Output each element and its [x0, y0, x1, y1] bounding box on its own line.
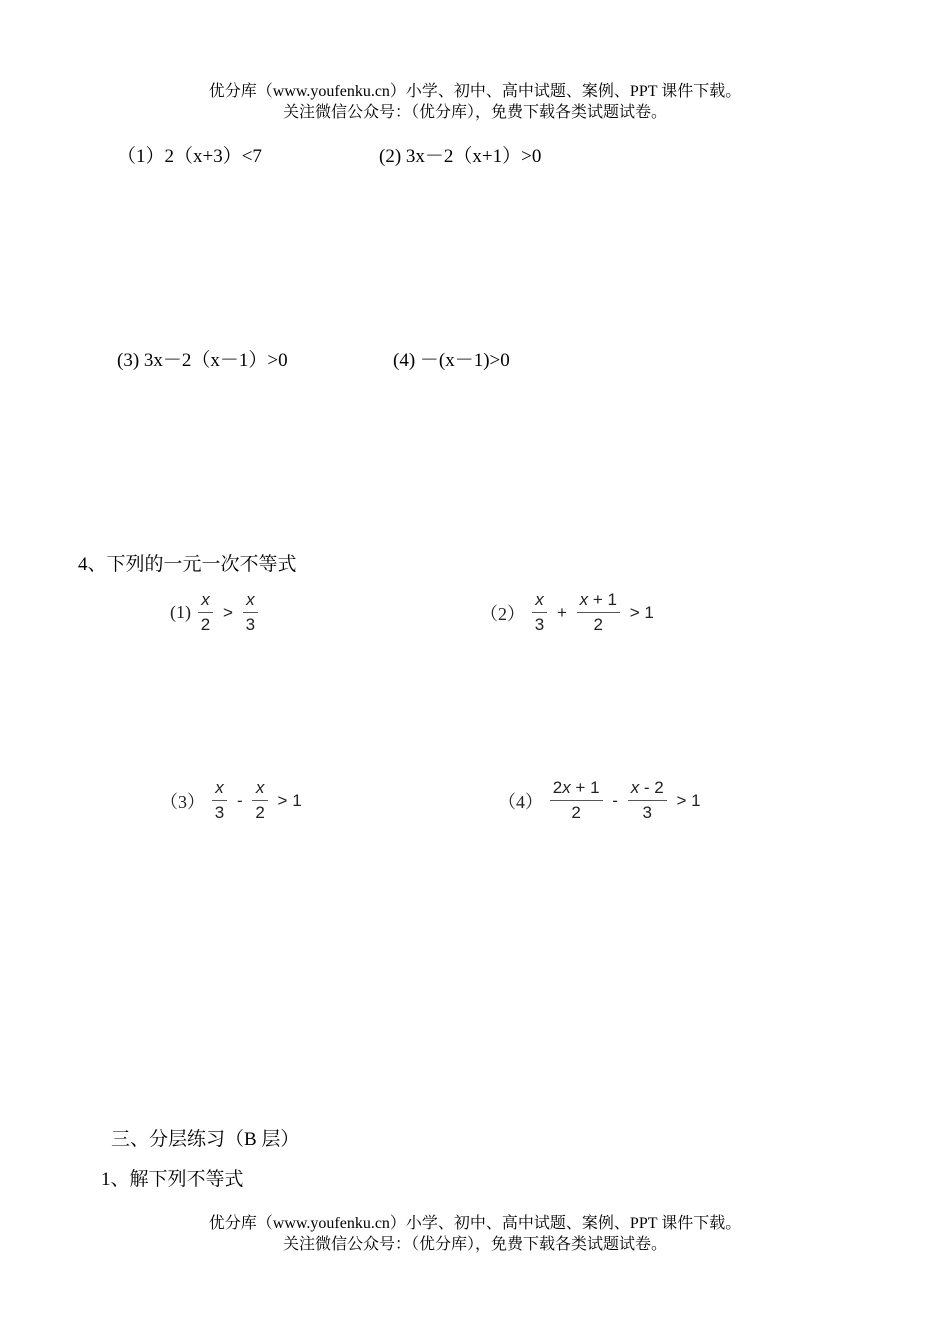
- q4-item-4: （4） $\frac{2x + 1}{2}$ - $\frac{x - 2}{3}$ > 1: [498, 778, 701, 822]
- fraction: $\frac{x}{3}$: [243, 590, 258, 635]
- footer-line-2: 关注微信公众号：（优分库），免费下载各类试题试卷。: [282, 1236, 667, 1253]
- fraction: $\frac{x + 1}{2}$: [577, 590, 620, 635]
- q4-item-2-label: （2）: [480, 603, 525, 624]
- problem-1: （1）2（x+3）<7: [117, 146, 262, 167]
- footer-line-1: 优分库（www.youfenku.cn）小学、初中、高中试题、案例、PPT 课件下载。: [208, 1215, 742, 1232]
- fraction: $\frac{x}{2}$: [252, 778, 267, 823]
- header-line-1: 优分库（www.youfenku.cn）小学、初中、高中试题、案例、PPT 课件下载。: [208, 83, 742, 100]
- problem-4: (4) －(x－1)>0: [393, 350, 510, 371]
- q4-item-3-label: （3）: [160, 791, 205, 812]
- q4-item-1: (1) $\frac{x}{2}$ > $\frac{x}{3}$: [170, 590, 260, 635]
- fraction: $\frac{2x + 1}{2}$: [550, 778, 603, 823]
- q4-item-2: （2） $\frac{x}{3}$ + $\frac{x + 1}{2}$ > 1: [480, 590, 654, 634]
- fraction: $\frac{x}{2}$: [198, 590, 213, 635]
- problem-2: (2) 3x－2（x+1）>0: [379, 146, 542, 167]
- q4-item-1-label: (1): [170, 602, 191, 622]
- q4-item-4-label: （4）: [498, 791, 543, 812]
- q4-item-3: （3） $\frac{x}{3}$ - $\frac{x}{2}$ > 1: [160, 778, 302, 822]
- fraction: $\frac{x - 2}{3}$: [628, 778, 667, 823]
- fraction: $\frac{x}{3}$: [532, 590, 547, 635]
- section-3-question-1: 1、解下列不等式: [101, 1169, 244, 1190]
- section-3-title: 三、分层练习（B 层）: [111, 1129, 300, 1150]
- header-line-2: 关注微信公众号：（优分库），免费下载各类试题试卷。: [282, 104, 667, 121]
- problem-3: (3) 3x－2（x－1）>0: [117, 350, 288, 371]
- fraction: $\frac{x}{3}$: [212, 778, 227, 823]
- question-4-title: 4、下列的一元一次不等式: [78, 554, 297, 575]
